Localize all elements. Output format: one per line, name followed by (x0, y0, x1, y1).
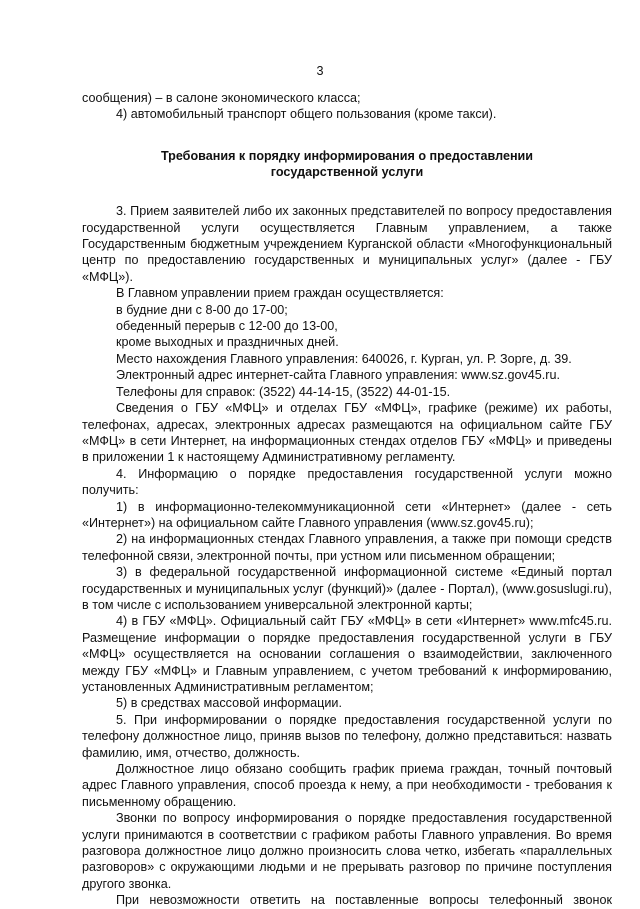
list-item: 2) на информационных стендах Главного управления, а также при помощи средств телефонной связи, электронной почты, при устном или письменном обращении; (82, 532, 612, 563)
section-title-line: государственной услуги (270, 165, 424, 180)
paragraph: 5. При информировании о порядке предоставления государственной услуги по телефону должностное лицо, приняв вызов по телефону, должно представиться: назвать фамилию, имя, отчество, должность. (82, 712, 612, 760)
document-body (82, 90, 612, 909)
section-title (82, 148, 612, 180)
paragraph: Электронный адрес интернет-сайта Главного управления: www.sz.gov45.ru. (116, 368, 560, 383)
paragraph: Сведения о ГБУ «МФЦ» и отделах ГБУ «МФЦ», графике (режиме) их работы, телефонах, адресах, электронных адресах размещаются на официальном сайте ГБУ «МФЦ» в сети Интернет, на информационных стендах отделов ГБУ «МФЦ» и приведены в приложении 1 к настоящему Административному регламенту. (82, 401, 612, 465)
list-item: 4) в ГБУ «МФЦ». Официальный сайт ГБУ «МФЦ» в сети «Интернет» www.mfc45.ru. Размещение информации о порядке предоставления государственной услуги в ГБУ «МФЦ» осуществляется на основании соглашения о взаимодействии, заключенного между ГБУ «МФЦ» и Главным управлением, с учетом требований к информированию, установленных Административным регламентом; (82, 614, 612, 694)
paragraph: При невозможности ответить на поставленные вопросы телефонный звонок (116, 893, 612, 908)
page-number: 3 (316, 64, 324, 78)
paragraph: Телефоны для справок: (3522) 44-14-15, (3522) 44-01-15. (116, 384, 451, 399)
list-item: 3) в федеральной государственной информационной системе «Единый портал государственных и муниципальных услуг (функций)» (далее - Портал), (www.gosuslugi.ru), в том числе с использованием универсальной электронной карты; (82, 565, 612, 612)
paragraph: 4. Информацию о порядке предоставления государственной услуги можно получить: (82, 466, 612, 498)
list-item: 5) в средствах массовой информации. (116, 696, 342, 711)
list-item: 1) в информационно-телекоммуникационной сети «Интернет» (далее - сеть «Интернет») на официальном сайте Главного управления (www.sz.gov45.ru); (82, 499, 612, 530)
paragraph: 3. Прием заявителей либо их законных представителей по вопросу предоставления государственной услуги осуществляется Главным управлением, а также Государственным бюджетным учреждением Курганской области «Многофункциональный центр по предоставлению государственных и муниципальных услуг» (далее - ГБУ «МФЦ»). (82, 204, 612, 284)
text-line: сообщения) – в салоне экономического класса; (82, 91, 361, 105)
paragraph: кроме выходных и праздничных дней. (116, 335, 339, 350)
section-title-line: Требования к порядку информирования о предоставлении (160, 148, 534, 163)
paragraph: Звонки по вопросу информирования о порядке предоставления государственной услуги принимаются в соответствии с графиком работы Главного управления. Во время разговора должностное лицо должно произносить слова четко, избегать «параллельных разговоров» с окружающими людьми и не прерывать разговор по причине поступления другого звонка. (82, 811, 612, 891)
paragraph: Должностное лицо обязано сообщить график приема граждан, точный почтовый адрес Главного управления, способ проезда к нему, а при необходимости - требования к письменному обращению. (82, 762, 612, 809)
paragraph: В Главном управлении прием граждан осуществляется: (116, 286, 444, 301)
list-item: 4) автомобильный транспорт общего пользования (кроме такси). (116, 107, 497, 122)
paragraph: в будние дни с 8-00 до 17-00; (116, 302, 288, 317)
paragraph: Место нахождения Главного управления: 640026, г. Курган, ул. Р. Зорге, д. 39. (116, 351, 572, 366)
paragraph: обеденный перерыв с 12-00 до 13-00, (116, 319, 338, 334)
